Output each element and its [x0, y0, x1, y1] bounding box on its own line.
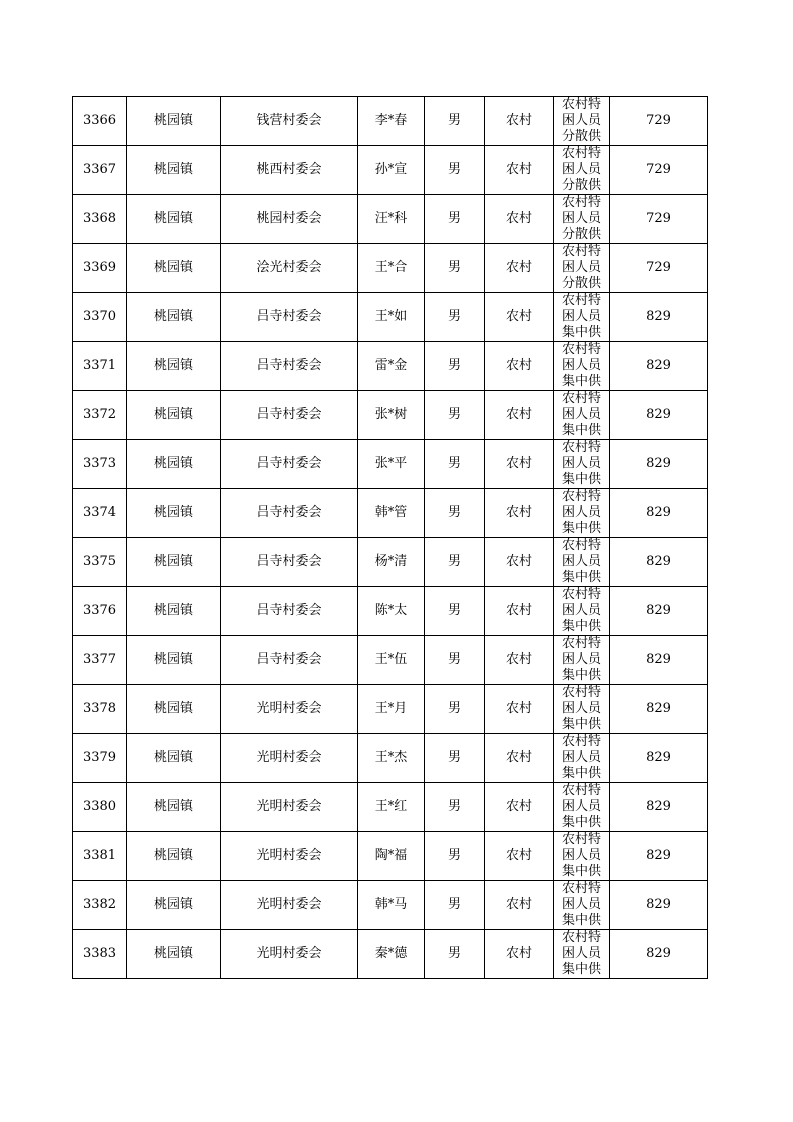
village-cell: 吕寺村委会 [221, 293, 358, 342]
category-cell [554, 195, 610, 244]
town-cell: 桃园镇 [127, 587, 221, 636]
town-cell: 桃园镇 [127, 881, 221, 930]
row-id-cell: 3376 [73, 587, 127, 636]
area-type-cell: 农村 [485, 538, 554, 587]
category-cell [554, 538, 610, 587]
town-cell: 桃园镇 [127, 930, 221, 979]
row-id-cell: 3372 [73, 391, 127, 440]
village-cell: 桃西村委会 [221, 146, 358, 195]
gender-cell: 男 [425, 293, 485, 342]
area-type-cell: 农村 [485, 783, 554, 832]
category-line: 集中供 [561, 570, 601, 585]
amount-cell: 829 [610, 881, 708, 930]
amount-cell: 829 [610, 636, 708, 685]
area-type-cell: 农村 [485, 489, 554, 538]
category-line: 困人员 [561, 113, 601, 128]
amount-cell: 829 [610, 783, 708, 832]
gender-cell: 男 [425, 146, 485, 195]
amount-cell: 829 [610, 391, 708, 440]
amount-cell: 829 [610, 685, 708, 734]
area-type-cell: 农村 [485, 244, 554, 293]
table-row [73, 832, 708, 881]
person-name-cell: 李*春 [358, 97, 425, 146]
category-line: 分散供 [561, 129, 601, 144]
person-name-cell: 汪*科 [358, 195, 425, 244]
town-cell: 桃园镇 [127, 440, 221, 489]
category-line: 困人员 [561, 750, 601, 765]
category-line: 困人员 [561, 260, 601, 275]
town-cell: 桃园镇 [127, 97, 221, 146]
row-id-cell: 3379 [73, 734, 127, 783]
town-cell: 桃园镇 [127, 685, 221, 734]
town-cell: 桃园镇 [127, 293, 221, 342]
row-id-cell: 3366 [73, 97, 127, 146]
amount-cell: 729 [610, 244, 708, 293]
person-name-cell: 雷*金 [358, 342, 425, 391]
gender-cell: 男 [425, 440, 485, 489]
village-cell: 光明村委会 [221, 734, 358, 783]
town-cell: 桃园镇 [127, 734, 221, 783]
category-line: 分散供 [561, 227, 601, 242]
gender-cell: 男 [425, 489, 485, 538]
town-cell: 桃园镇 [127, 146, 221, 195]
gender-cell: 男 [425, 97, 485, 146]
person-name-cell: 王*红 [358, 783, 425, 832]
town-cell: 桃园镇 [127, 489, 221, 538]
amount-cell: 829 [610, 832, 708, 881]
category-cell [554, 636, 610, 685]
category-line: 困人员 [561, 848, 601, 863]
person-name-cell: 王*如 [358, 293, 425, 342]
table-row [73, 587, 708, 636]
area-type-cell: 农村 [485, 146, 554, 195]
amount-cell: 829 [610, 440, 708, 489]
table-row [73, 881, 708, 930]
person-name-cell: 张*平 [358, 440, 425, 489]
amount-cell: 729 [610, 195, 708, 244]
amount-cell: 829 [610, 930, 708, 979]
amount-cell: 729 [610, 97, 708, 146]
person-name-cell: 杨*清 [358, 538, 425, 587]
category-line: 农村特 [561, 538, 601, 553]
person-name-cell: 韩*管 [358, 489, 425, 538]
category-cell [554, 930, 610, 979]
category-cell [554, 293, 610, 342]
area-type-cell: 农村 [485, 391, 554, 440]
village-cell: 吕寺村委会 [221, 538, 358, 587]
row-id-cell: 3378 [73, 685, 127, 734]
area-type-cell: 农村 [485, 195, 554, 244]
amount-cell: 829 [610, 538, 708, 587]
area-type-cell: 农村 [485, 832, 554, 881]
row-id-cell: 3371 [73, 342, 127, 391]
row-id-cell: 3382 [73, 881, 127, 930]
category-cell [554, 734, 610, 783]
person-name-cell: 陈*太 [358, 587, 425, 636]
gender-cell: 男 [425, 832, 485, 881]
village-cell: 吕寺村委会 [221, 636, 358, 685]
person-name-cell: 王*伍 [358, 636, 425, 685]
table-row [73, 440, 708, 489]
town-cell: 桃园镇 [127, 783, 221, 832]
gender-cell: 男 [425, 538, 485, 587]
village-cell: 钱营村委会 [221, 97, 358, 146]
row-id-cell: 3375 [73, 538, 127, 587]
table-row [73, 391, 708, 440]
category-line: 集中供 [561, 325, 601, 340]
amount-cell: 829 [610, 489, 708, 538]
area-type-cell: 农村 [485, 587, 554, 636]
category-cell [554, 342, 610, 391]
category-line: 农村特 [561, 783, 601, 798]
category-line: 困人员 [561, 554, 601, 569]
town-cell: 桃园镇 [127, 538, 221, 587]
village-cell: 吕寺村委会 [221, 440, 358, 489]
category-line: 农村特 [561, 685, 601, 700]
table-row [73, 685, 708, 734]
village-cell: 桃园村委会 [221, 195, 358, 244]
category-line: 困人员 [561, 799, 601, 814]
gender-cell: 男 [425, 244, 485, 293]
gender-cell: 男 [425, 685, 485, 734]
category-line: 农村特 [561, 832, 601, 847]
person-name-cell: 陶*福 [358, 832, 425, 881]
category-line: 集中供 [561, 668, 601, 683]
category-cell [554, 391, 610, 440]
gender-cell: 男 [425, 881, 485, 930]
village-cell: 吕寺村委会 [221, 587, 358, 636]
category-line: 分散供 [561, 276, 601, 291]
category-line: 困人员 [561, 701, 601, 716]
category-line: 分散供 [561, 178, 601, 193]
area-type-cell: 农村 [485, 881, 554, 930]
table-row [73, 538, 708, 587]
person-name-cell: 王*杰 [358, 734, 425, 783]
amount-cell: 829 [610, 342, 708, 391]
area-type-cell: 农村 [485, 342, 554, 391]
category-line: 困人员 [561, 309, 601, 324]
category-line: 集中供 [561, 962, 601, 977]
village-cell: 光明村委会 [221, 881, 358, 930]
village-cell: 光明村委会 [221, 930, 358, 979]
category-cell [554, 97, 610, 146]
area-type-cell: 农村 [485, 734, 554, 783]
category-line: 集中供 [561, 374, 601, 389]
area-type-cell: 农村 [485, 293, 554, 342]
table-row [73, 783, 708, 832]
category-cell [554, 783, 610, 832]
category-line: 农村特 [561, 97, 601, 112]
category-line: 农村特 [561, 391, 601, 406]
table-row [73, 342, 708, 391]
village-cell: 吕寺村委会 [221, 342, 358, 391]
amount-cell: 829 [610, 293, 708, 342]
amount-cell: 729 [610, 146, 708, 195]
category-line: 困人员 [561, 505, 601, 520]
gender-cell: 男 [425, 342, 485, 391]
area-type-cell: 农村 [485, 440, 554, 489]
area-type-cell: 农村 [485, 930, 554, 979]
category-line: 农村特 [561, 636, 601, 651]
category-line: 农村特 [561, 734, 601, 749]
data-table [72, 96, 708, 979]
row-id-cell: 3369 [73, 244, 127, 293]
category-line: 困人员 [561, 162, 601, 177]
village-cell: 浍光村委会 [221, 244, 358, 293]
row-id-cell: 3383 [73, 930, 127, 979]
category-line: 集中供 [561, 766, 601, 781]
town-cell: 桃园镇 [127, 244, 221, 293]
table-row [73, 244, 708, 293]
category-line: 困人员 [561, 946, 601, 961]
village-cell: 光明村委会 [221, 685, 358, 734]
gender-cell: 男 [425, 587, 485, 636]
category-line: 集中供 [561, 423, 601, 438]
category-line: 集中供 [561, 815, 601, 830]
person-name-cell: 秦*德 [358, 930, 425, 979]
table-row [73, 293, 708, 342]
category-line: 集中供 [561, 864, 601, 879]
town-cell: 桃园镇 [127, 391, 221, 440]
table-row [73, 489, 708, 538]
table-row [73, 97, 708, 146]
category-cell [554, 146, 610, 195]
table-row [73, 930, 708, 979]
gender-cell: 男 [425, 783, 485, 832]
table-row [73, 636, 708, 685]
category-line: 困人员 [561, 897, 601, 912]
category-line: 农村特 [561, 146, 601, 161]
category-cell [554, 440, 610, 489]
row-id-cell: 3381 [73, 832, 127, 881]
category-cell [554, 489, 610, 538]
category-line: 农村特 [561, 440, 601, 455]
category-cell [554, 244, 610, 293]
category-line: 农村特 [561, 587, 601, 602]
person-name-cell: 孙*宣 [358, 146, 425, 195]
person-name-cell: 韩*马 [358, 881, 425, 930]
table-body [73, 97, 708, 979]
area-type-cell: 农村 [485, 97, 554, 146]
category-line: 农村特 [561, 342, 601, 357]
person-name-cell: 王*合 [358, 244, 425, 293]
area-type-cell: 农村 [485, 685, 554, 734]
category-cell [554, 881, 610, 930]
gender-cell: 男 [425, 195, 485, 244]
category-line: 困人员 [561, 407, 601, 422]
category-line: 集中供 [561, 472, 601, 487]
row-id-cell: 3374 [73, 489, 127, 538]
category-line: 农村特 [561, 930, 601, 945]
amount-cell: 829 [610, 587, 708, 636]
category-line: 农村特 [561, 881, 601, 896]
row-id-cell: 3370 [73, 293, 127, 342]
table-row [73, 734, 708, 783]
category-line: 集中供 [561, 717, 601, 732]
category-line: 困人员 [561, 652, 601, 667]
category-line: 农村特 [561, 195, 601, 210]
category-line: 集中供 [561, 913, 601, 928]
area-type-cell: 农村 [485, 636, 554, 685]
row-id-cell: 3367 [73, 146, 127, 195]
category-cell [554, 832, 610, 881]
category-line: 困人员 [561, 603, 601, 618]
category-line: 困人员 [561, 211, 601, 226]
category-line: 农村特 [561, 244, 601, 259]
gender-cell: 男 [425, 636, 485, 685]
person-name-cell: 张*树 [358, 391, 425, 440]
category-line: 集中供 [561, 521, 601, 536]
row-id-cell: 3368 [73, 195, 127, 244]
gender-cell: 男 [425, 391, 485, 440]
row-id-cell: 3380 [73, 783, 127, 832]
gender-cell: 男 [425, 734, 485, 783]
category-line: 农村特 [561, 293, 601, 308]
category-line: 困人员 [561, 358, 601, 373]
town-cell: 桃园镇 [127, 342, 221, 391]
village-cell: 光明村委会 [221, 783, 358, 832]
village-cell: 吕寺村委会 [221, 391, 358, 440]
category-cell [554, 587, 610, 636]
village-cell: 光明村委会 [221, 832, 358, 881]
gender-cell: 男 [425, 930, 485, 979]
town-cell: 桃园镇 [127, 636, 221, 685]
town-cell: 桃园镇 [127, 195, 221, 244]
table-row [73, 146, 708, 195]
category-line: 农村特 [561, 489, 601, 504]
category-line: 困人员 [561, 456, 601, 471]
table-row [73, 195, 708, 244]
row-id-cell: 3377 [73, 636, 127, 685]
category-cell [554, 685, 610, 734]
town-cell: 桃园镇 [127, 832, 221, 881]
category-line: 集中供 [561, 619, 601, 634]
amount-cell: 829 [610, 734, 708, 783]
row-id-cell: 3373 [73, 440, 127, 489]
village-cell: 吕寺村委会 [221, 489, 358, 538]
person-name-cell: 王*月 [358, 685, 425, 734]
